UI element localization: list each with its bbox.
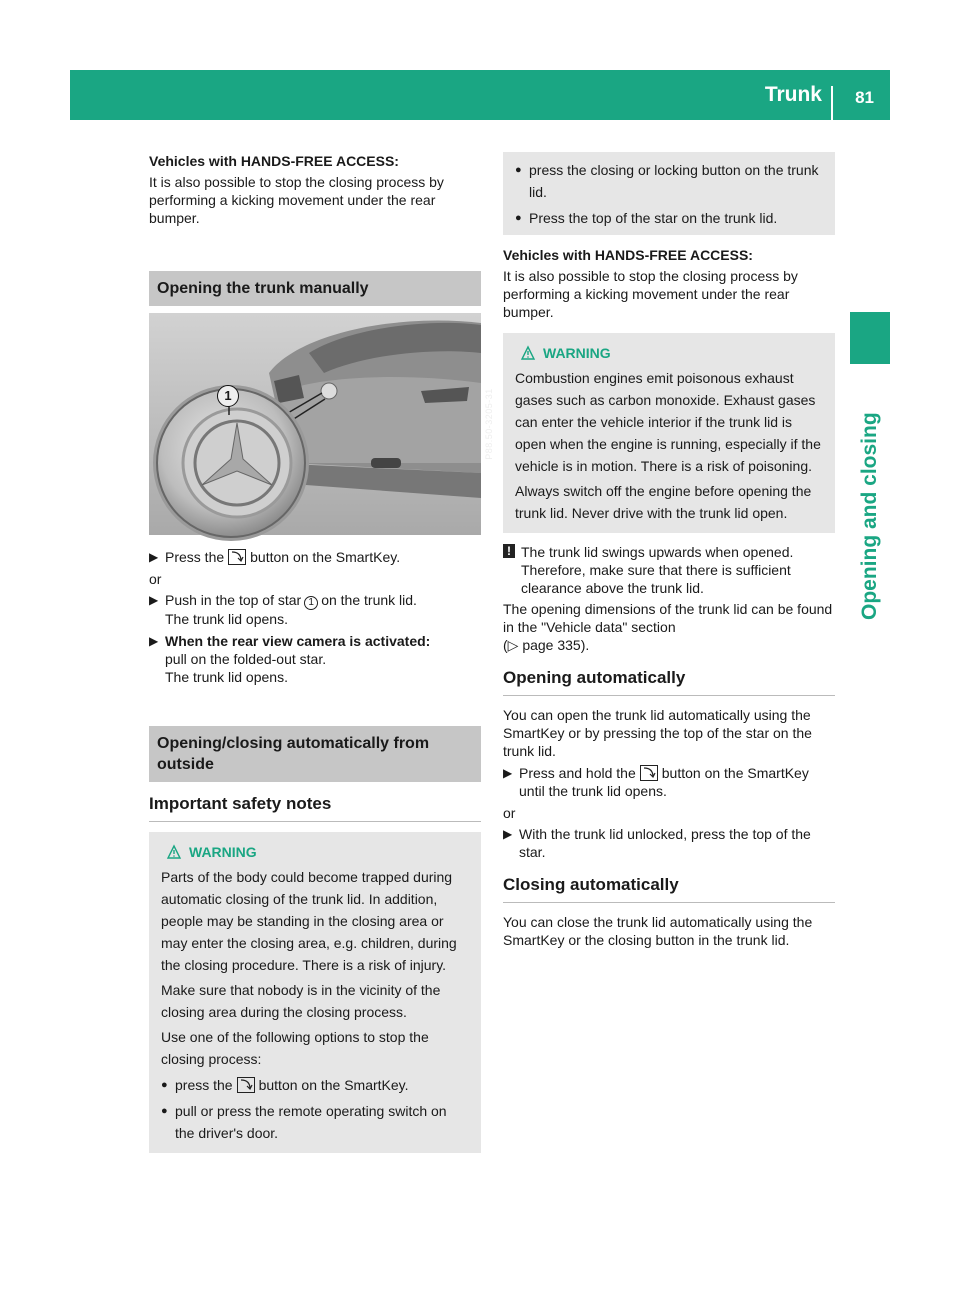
right-column <box>503 152 835 949</box>
step-arrow-icon: ▶ <box>149 593 159 607</box>
warning-paragraph: Combustion engines emit poisonous exhaust gases such as carbon monoxide. Exhaust gases can enter the vehicle interior if the trunk lid is open when the engine is running, especially if the vehicle is in motion. There is a risk of poisoning. <box>515 370 821 474</box>
side-tab-label: Opening and closing <box>858 412 881 620</box>
trunk-key-icon <box>640 765 658 781</box>
figure-code: P88.50-3205-31 <box>484 388 495 460</box>
section-heading-auto: Opening/closing automatically from outside <box>149 726 481 782</box>
car-rear-illustration <box>149 313 481 535</box>
step-press-hold <box>503 764 835 800</box>
or-text: or <box>503 805 516 821</box>
handsfree-text: It is also possible to stop the closing process by performing a kicking movement under the rear bumper. <box>503 268 798 320</box>
step-arrow-icon: ▶ <box>149 634 159 648</box>
trunk-key-icon <box>228 549 246 565</box>
step-arrow-icon: ▶ <box>503 766 513 780</box>
left-column <box>149 152 495 1153</box>
bullet-icon: ● <box>161 1079 168 1091</box>
heading-safety-notes: Important safety notes <box>149 793 481 822</box>
note-clearance <box>503 543 835 597</box>
warning-box-trapping <box>149 832 481 1153</box>
bullet-icon: ● <box>161 1105 168 1117</box>
note-text: The trunk lid swings upwards when opened. Therefore, make sure that there is sufficient clearance above the trunk lid. <box>521 544 794 596</box>
callout-number-icon: 1 <box>304 596 318 610</box>
warning-bullet <box>161 1074 469 1096</box>
step-text: Press and hold the <box>519 765 636 781</box>
bullet-text: press the closing or locking button on the trunk lid. <box>529 162 819 200</box>
warning-paragraph: Use one of the following options to stop the closing process: <box>161 1029 429 1067</box>
header-title: Trunk <box>764 83 822 106</box>
step-unlocked-press <box>503 825 835 861</box>
bullet-icon: ● <box>515 164 522 176</box>
warning-box-continued <box>503 152 835 235</box>
warning-paragraph: Make sure that nobody is in the vicinity of the closing area during the closing process. <box>161 982 441 1020</box>
bullet-text: Press the top of the star on the trunk lid. <box>529 210 778 226</box>
note-exclamation-icon: ! <box>503 544 515 558</box>
warning-title <box>161 841 469 863</box>
warning-bullet <box>161 1100 469 1144</box>
step-text: With the trunk lid unlocked, press the top of the star. <box>519 826 811 860</box>
step-text: button on the SmartKey until the trunk lid opens. <box>519 765 809 799</box>
page-header-bar <box>70 70 890 120</box>
step-camera <box>149 632 481 686</box>
step-arrow-icon: ▶ <box>149 550 159 564</box>
warning-paragraph: Always switch off the engine before opening the trunk lid. Never drive with the trunk lid open. <box>515 483 812 521</box>
warning-bullet <box>515 207 823 229</box>
heading-opening-auto: Opening automatically <box>503 667 835 696</box>
trunk-figure <box>149 313 495 535</box>
step-condition: When the rear view camera is activated: <box>165 633 431 649</box>
header-separator <box>831 86 833 120</box>
step-arrow-icon: ▶ <box>503 827 513 841</box>
bullet-text: button on the SmartKey. <box>258 1077 409 1093</box>
section-heading-manual: Opening the trunk manually <box>149 271 481 306</box>
heading-closing-auto: Closing automatically <box>503 874 835 903</box>
bullet-text: press the <box>175 1077 233 1093</box>
step-text: Push in the top of star <box>165 592 302 608</box>
handsfree-text: It is also possible to stop the closing process by performing a kicking movement under the rear bumper. <box>149 174 444 226</box>
figure-callout-marker: 1 <box>217 385 239 407</box>
step-text: button on the SmartKey. <box>250 549 401 565</box>
warning-title-text: WARNING <box>543 345 611 361</box>
page-reference-link[interactable]: (▷ page 335). <box>503 637 590 653</box>
warning-icon <box>521 346 535 360</box>
warning-icon <box>167 845 181 859</box>
step-result: The trunk lid opens. <box>165 611 288 627</box>
trunk-key-icon <box>237 1077 255 1093</box>
handsfree-heading: Vehicles with HANDS-FREE ACCESS: <box>503 247 753 263</box>
warning-bullet <box>515 159 823 203</box>
bullet-text: pull or press the remote operating switch on the driver's door. <box>175 1103 447 1141</box>
handsfree-heading: Vehicles with HANDS-FREE ACCESS: <box>149 153 399 169</box>
warning-title <box>515 342 823 364</box>
page-number: 81 <box>855 88 874 107</box>
warning-box-exhaust <box>503 333 835 533</box>
opening-auto-text: You can open the trunk lid automatically using the SmartKey or by pressing the top of the star on the trunk lid. <box>503 707 812 759</box>
step-text: pull on the folded-out star. <box>165 651 327 667</box>
dimensions-text: The opening dimensions of the trunk lid can be found in the "Vehicle data" section <box>503 601 833 635</box>
step-result: The trunk lid opens. <box>165 669 288 685</box>
bullet-icon: ● <box>515 212 522 224</box>
warning-title-text: WARNING <box>189 844 257 860</box>
step-push-star <box>149 591 481 628</box>
closing-auto-text: You can close the trunk lid automatically using the SmartKey or the closing button in the trunk lid. <box>503 914 813 948</box>
step-text: Press the <box>165 549 225 565</box>
warning-paragraph: Parts of the body could become trapped during automatic closing of the trunk lid. In addition, people may be standing in the closing area or may enter the closing area, e.g. children, during the closing procedure. There is a risk of injury. <box>161 869 457 973</box>
step-text: on the trunk lid. <box>321 592 417 608</box>
or-text: or <box>149 571 162 587</box>
step-press-button <box>149 548 481 566</box>
